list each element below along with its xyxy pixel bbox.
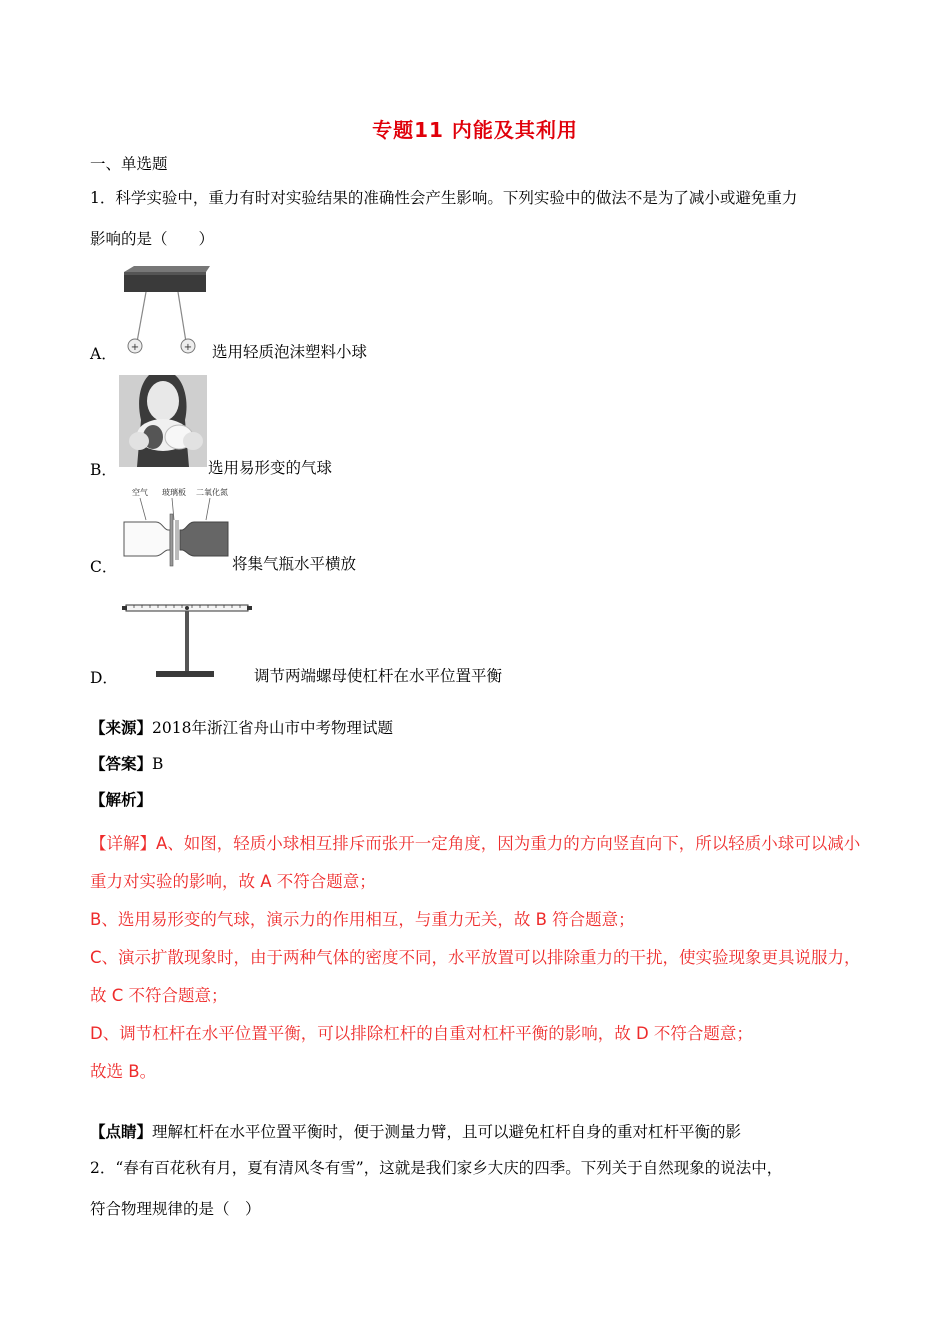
question-1-stem-line-2: 影响的是（ ） bbox=[90, 230, 215, 248]
analysis-line-5: 故 C 不符合题意； bbox=[90, 986, 228, 1005]
option-a-text: 选用轻质泡沫塑料小球 bbox=[212, 343, 368, 361]
option-d-text: 调节两端螺母使杠杆在水平位置平衡 bbox=[254, 667, 503, 685]
figure-c-label-glass: 玻璃板 bbox=[162, 488, 186, 497]
question-2-stem-line-2: 符合物理规律的是（ ） bbox=[90, 1200, 261, 1218]
option-b-letter: B． bbox=[90, 461, 117, 479]
option-d-letter: D． bbox=[90, 669, 118, 687]
page-title: 专题11 内能及其利用 bbox=[372, 118, 578, 142]
answer-tag: 【答案】 bbox=[90, 754, 153, 773]
option-d-figure bbox=[120, 597, 254, 681]
answer-line bbox=[90, 752, 163, 774]
svg-text:+: + bbox=[130, 342, 140, 353]
comment-text: 理解杠杆在水平位置平衡时，便于测量力臂，且可以避免杠杆自身的重对杠杆平衡的影 bbox=[152, 1123, 742, 1141]
option-b-text: 选用易形变的气球 bbox=[208, 459, 333, 477]
analysis-line-2: 重力对实验的影响，故 A 不符合题意； bbox=[90, 872, 376, 891]
answer-text: B bbox=[152, 755, 164, 773]
figure-c-label-air: 空气 bbox=[132, 488, 148, 497]
source-line bbox=[90, 716, 393, 738]
source-tag: 【来源】 bbox=[90, 718, 153, 737]
question-1-stem-line-1: 1．科学实验中，重力有时对实验结果的准确性会产生影响。下列实验中的做法不是为了减小或避免重力 bbox=[90, 189, 798, 207]
question-2-stem-line-1: 2．“春有百花秋有月，夏有清风冬有雪”，这就是我们家乡大庆的四季。下列关于自然现象的说法中， bbox=[90, 1159, 783, 1177]
option-a-figure bbox=[120, 264, 212, 360]
analysis-line-4: C、演示扩散现象时，由于两种气体的密度不同，水平放置可以排除重力的干扰，使实验现象更具说服力， bbox=[90, 948, 861, 967]
analysis-line-1: 【详解】A、如图，轻质小球相互排斥而张开一定角度，因为重力的方向竖直向下，所以轻质小球可以减小 bbox=[90, 834, 861, 853]
analysis-tag: 【解析】 bbox=[90, 790, 153, 809]
analysis-line-6: D、调节杠杆在水平位置平衡，可以排除杠杆的自重对杠杆平衡的影响，故 D 不符合题意； bbox=[90, 1024, 753, 1043]
comment-tag: 【点睛】 bbox=[90, 1122, 153, 1141]
section-heading: 一、单选题 bbox=[90, 155, 168, 173]
option-c-figure bbox=[118, 484, 236, 570]
option-a-letter: A． bbox=[90, 345, 117, 363]
option-c-letter: C． bbox=[90, 558, 118, 576]
svg-text:+: + bbox=[183, 342, 193, 353]
option-b-figure bbox=[119, 375, 207, 467]
comment-line bbox=[90, 1120, 741, 1142]
figure-c-label-no2: 二氧化氮 bbox=[196, 488, 228, 497]
option-c-text: 将集气瓶水平横放 bbox=[232, 555, 357, 573]
analysis-line-7: 故选 B。 bbox=[90, 1062, 157, 1081]
source-text: 2018年浙江省舟山市中考物理试题 bbox=[152, 719, 393, 737]
analysis-line-3: B、选用易形变的气球，演示力的作用相互，与重力无关，故 B 符合题意； bbox=[90, 910, 635, 929]
